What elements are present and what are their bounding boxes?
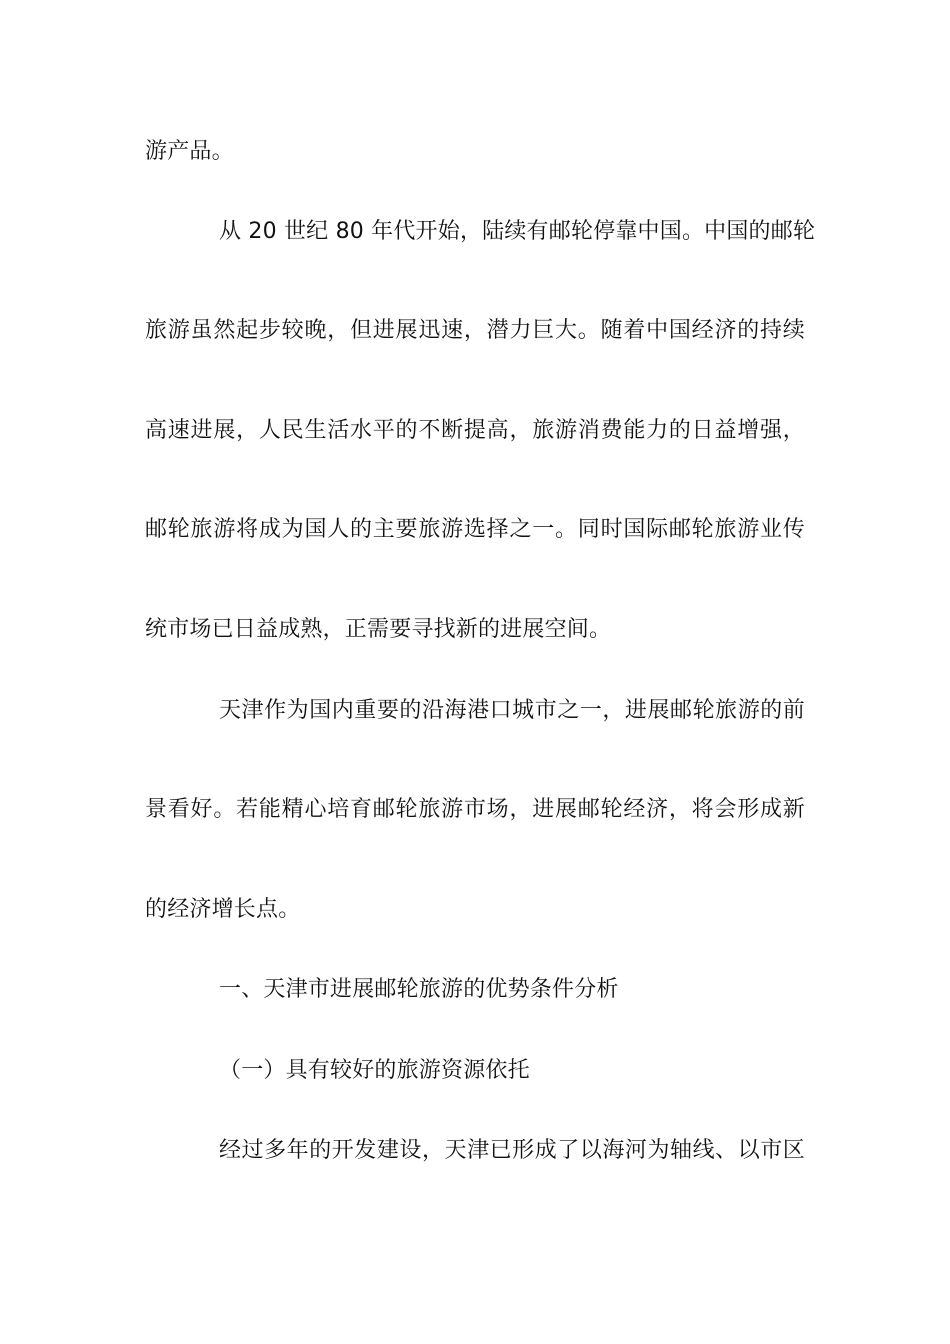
paragraph-line-9: 的经济增长点。 [145, 897, 301, 922]
section-heading: 一、天津市进展邮轮旅游的优势条件分析 [219, 977, 619, 1002]
paragraph-line-4: 高速进展，人民生活水平的不断提高，旅游消费能力的日益增强， [145, 418, 805, 443]
paragraph-line-10: 经过多年的开发建设，天津已形成了以海河为轴线、以市区 [219, 1138, 805, 1163]
paragraph-line-1: 游产品。 [145, 139, 234, 164]
subsection-heading: （一）具有较好的旅游资源依托 [219, 1058, 530, 1083]
paragraph-line-6: 统市场已日益成熟，正需要寻找新的进展空间。 [145, 617, 612, 642]
paragraph-line-3: 旅游虽然起步较晚，但进展迅速，潜力巨大。随着中国经济的持续 [145, 318, 805, 343]
paragraph-line-5: 邮轮旅游将成为国人的主要旅游选择之一。同时国际邮轮旅游业传 [145, 517, 805, 542]
paragraph-line-7: 天津作为国内重要的沿海港口城市之一，进展邮轮旅游的前 [219, 698, 805, 723]
paragraph-line-2: 从 20 世纪 80 年代开始，陆续有邮轮停靠中国。中国的邮轮 [219, 219, 816, 244]
paragraph-line-8: 景看好。若能精心培育邮轮旅游市场，进展邮轮经济，将会形成新 [145, 797, 805, 822]
